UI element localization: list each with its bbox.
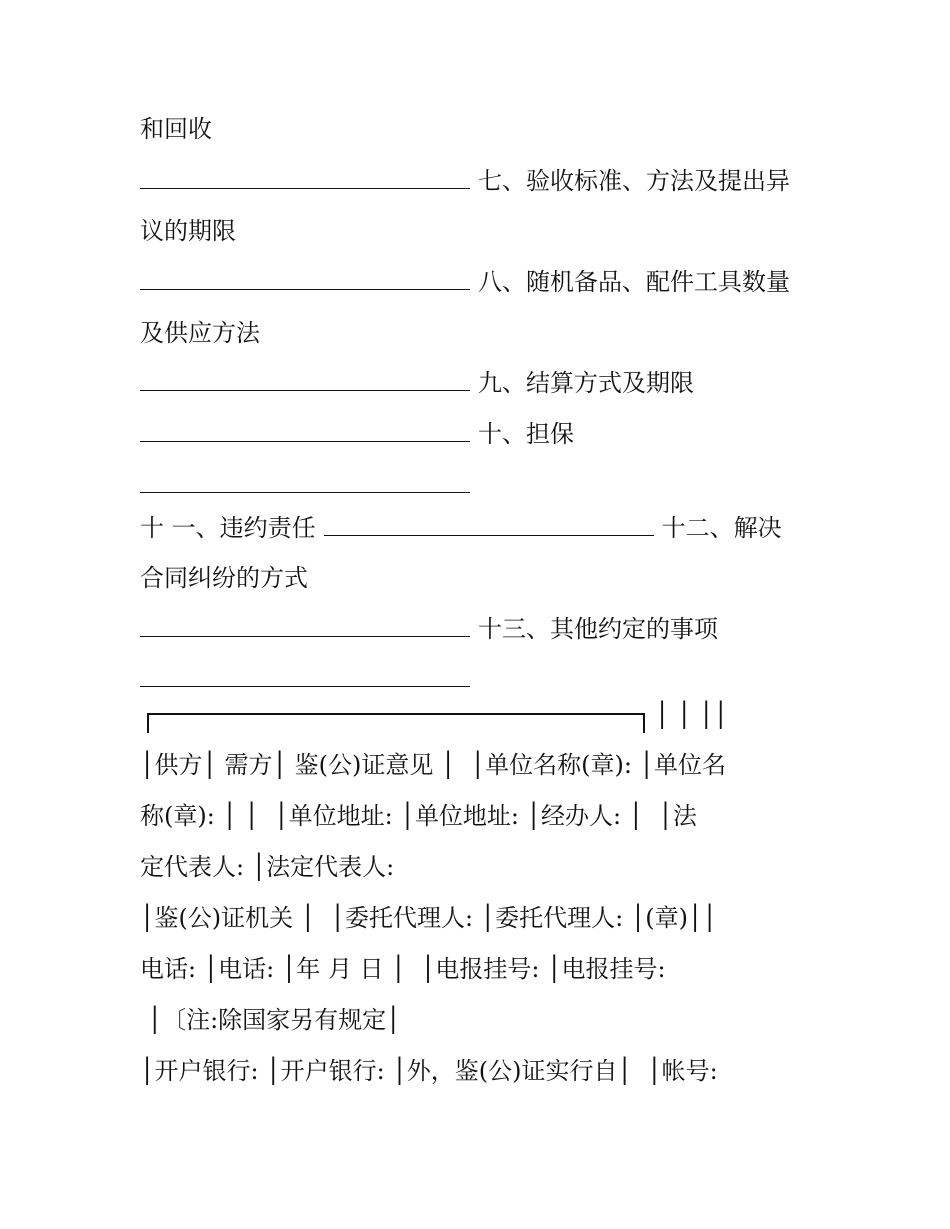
text: │鉴(公)证机关 │ │委托代理人: │委托代理人: │(章)││: [140, 904, 717, 932]
fill-blank: [140, 419, 470, 442]
text-line: [140, 470, 478, 500]
text-line: [140, 801, 697, 831]
text-line: [140, 513, 782, 543]
text: 定代表人: │法定代表人:: [140, 853, 395, 881]
text-line: [140, 166, 790, 196]
text-line: [140, 903, 717, 933]
fill-blank: [140, 664, 470, 687]
section-heading-7: 七、验收标准、方法及提出异: [478, 167, 790, 195]
text: 议的期限: [140, 217, 236, 245]
text-line: [140, 419, 574, 449]
text-line: [140, 114, 212, 144]
text: 电话: │电话: │年 月 日 │ │电报挂号: │电报挂号:: [140, 955, 666, 983]
text-line: [140, 1005, 401, 1035]
text-line: [140, 216, 236, 246]
fill-blank: [140, 614, 470, 637]
text-line: [140, 664, 478, 694]
text: 及供应方法: [140, 319, 260, 347]
text-line: [140, 1056, 718, 1086]
text: │供方│ 需方│ 鉴(公)证意见 │ │单位名称(章): │单位名: [140, 751, 727, 779]
text-line: [140, 954, 666, 984]
fill-blank: [140, 470, 470, 493]
section-heading-13: 十三、其他约定的事项: [478, 615, 718, 643]
text-line: [140, 267, 790, 297]
section-heading-11: 十 一、违约责任: [140, 514, 316, 542]
text: 合同纠纷的方式: [140, 564, 308, 592]
text-line: [140, 563, 308, 593]
section-heading-10: 十、担保: [478, 420, 574, 448]
table-bar-text: [655, 700, 728, 730]
fill-blank: [140, 368, 470, 391]
text-line: [140, 318, 260, 348]
text: 和回收: [140, 115, 212, 143]
table-top-border: [147, 713, 645, 733]
text: 称(章): │ │ │单位地址: │单位地址: │经办人: │ │法: [140, 802, 697, 830]
text: │开户银行: │开户银行: │外，鉴(公)证实行自│ │帐号:: [140, 1057, 718, 1085]
text-line: [140, 614, 718, 644]
text-line: [140, 368, 694, 398]
text-line: [140, 852, 394, 882]
section-heading-9: 九、结算方式及期限: [478, 369, 694, 397]
fill-blank: [140, 267, 470, 290]
fill-blank: [324, 513, 654, 536]
section-heading-8: 八、随机备品、配件工具数量: [478, 268, 790, 296]
section-heading-12: 十二、解决: [661, 514, 782, 542]
text-line: [140, 750, 726, 780]
text: │〔注:除国家另有规定│: [140, 1006, 401, 1034]
text: │ │ ││: [655, 701, 729, 729]
fill-blank: [140, 166, 470, 189]
